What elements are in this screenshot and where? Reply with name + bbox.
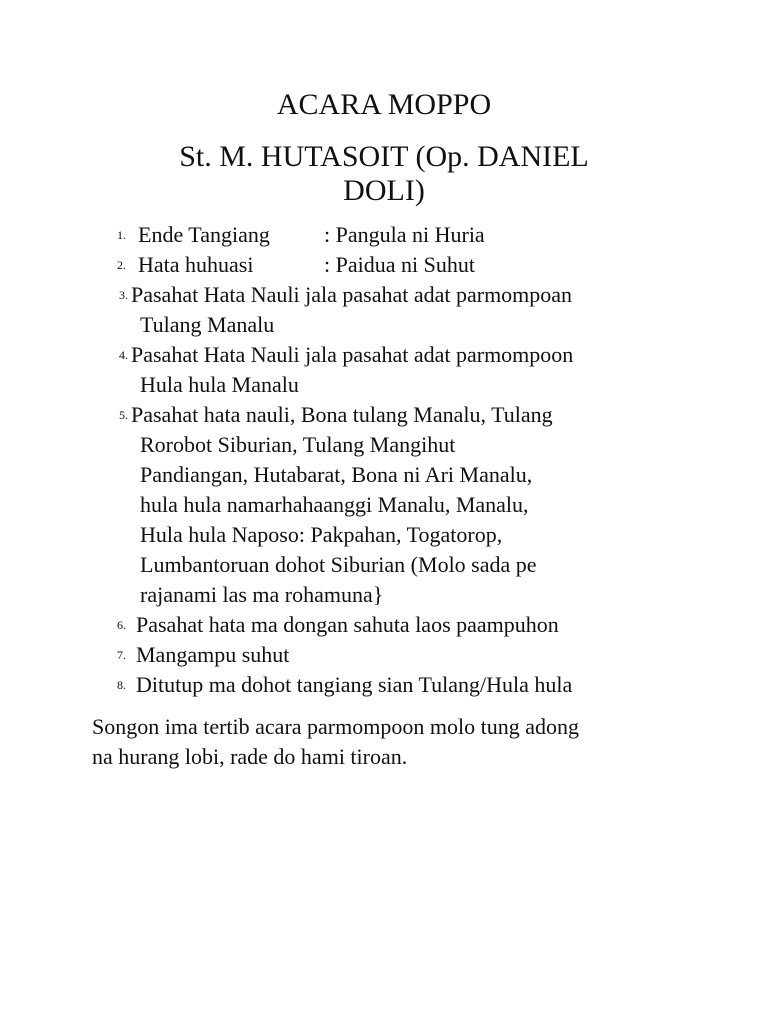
item-number: 4. <box>119 348 128 362</box>
item-text-line: Tulang Manalu <box>140 312 275 337</box>
item-text-line: Lumbantoruan dohot Siburian (Molo sada pe <box>140 552 537 577</box>
item-role: Hata huhuasi <box>138 252 254 277</box>
subtitle-line-2: DOLI) <box>343 174 425 207</box>
closing-line: Songon ima tertib acara parmompoon molo tung adong <box>92 714 579 739</box>
item-number: 2. <box>117 258 126 272</box>
agenda-item <box>0 670 768 700</box>
subtitle-line-1: St. M. HUTASOIT (Op. DANIEL <box>179 140 589 173</box>
closing-paragraph <box>92 712 692 772</box>
agenda-item <box>0 220 768 250</box>
item-text-line: Pasahat hata ma dongan sahuta laos paampuhon <box>136 612 559 637</box>
item-number: 3. <box>119 288 128 302</box>
document-title: ACARA MOPPO <box>276 88 492 121</box>
agenda-item <box>0 610 768 640</box>
item-text-line: Mangampu suhut <box>136 642 290 667</box>
agenda-item <box>0 340 768 400</box>
document-subtitle <box>0 140 768 208</box>
item-text-line: Pasahat hata nauli, Bona tulang Manalu, Tulang <box>131 402 553 427</box>
item-role: Ende Tangiang <box>138 222 270 247</box>
agenda-list <box>0 220 768 700</box>
closing-line: na hurang lobi, rade do hami tiroan. <box>92 744 408 769</box>
item-text-line: Hula hula Naposo: Pakpahan, Togatorop, <box>140 522 503 547</box>
item-person: : Paidua ni Suhut <box>324 252 475 277</box>
item-text-line: hula hula namarhahaanggi Manalu, Manalu, <box>140 492 529 517</box>
item-text-line: Pandiangan, Hutabarat, Bona ni Ari Manalu, <box>140 462 533 487</box>
item-number: 1. <box>117 228 126 242</box>
item-number: 5. <box>119 408 128 422</box>
item-text-line: Rorobot Siburian, Tulang Mangihut <box>140 432 456 457</box>
item-text-line: Ditutup ma dohot tangiang sian Tulang/Hula hula <box>136 672 573 697</box>
item-number: 8. <box>117 678 126 692</box>
agenda-item <box>0 250 768 280</box>
item-number: 6. <box>117 618 126 632</box>
agenda-item <box>0 640 768 670</box>
item-text-line: Pasahat Hata Nauli jala pasahat adat parmompoon <box>131 342 574 367</box>
agenda-item <box>0 280 768 340</box>
item-number: 7. <box>117 648 126 662</box>
item-text-line: Hula hula Manalu <box>140 372 299 397</box>
item-person: : Pangula ni Huria <box>324 222 485 247</box>
item-text-line: rajanami las ma rohamuna} <box>140 582 384 607</box>
agenda-item <box>0 400 768 610</box>
item-text-line: Pasahat Hata Nauli jala pasahat adat parmompoan <box>131 282 573 307</box>
